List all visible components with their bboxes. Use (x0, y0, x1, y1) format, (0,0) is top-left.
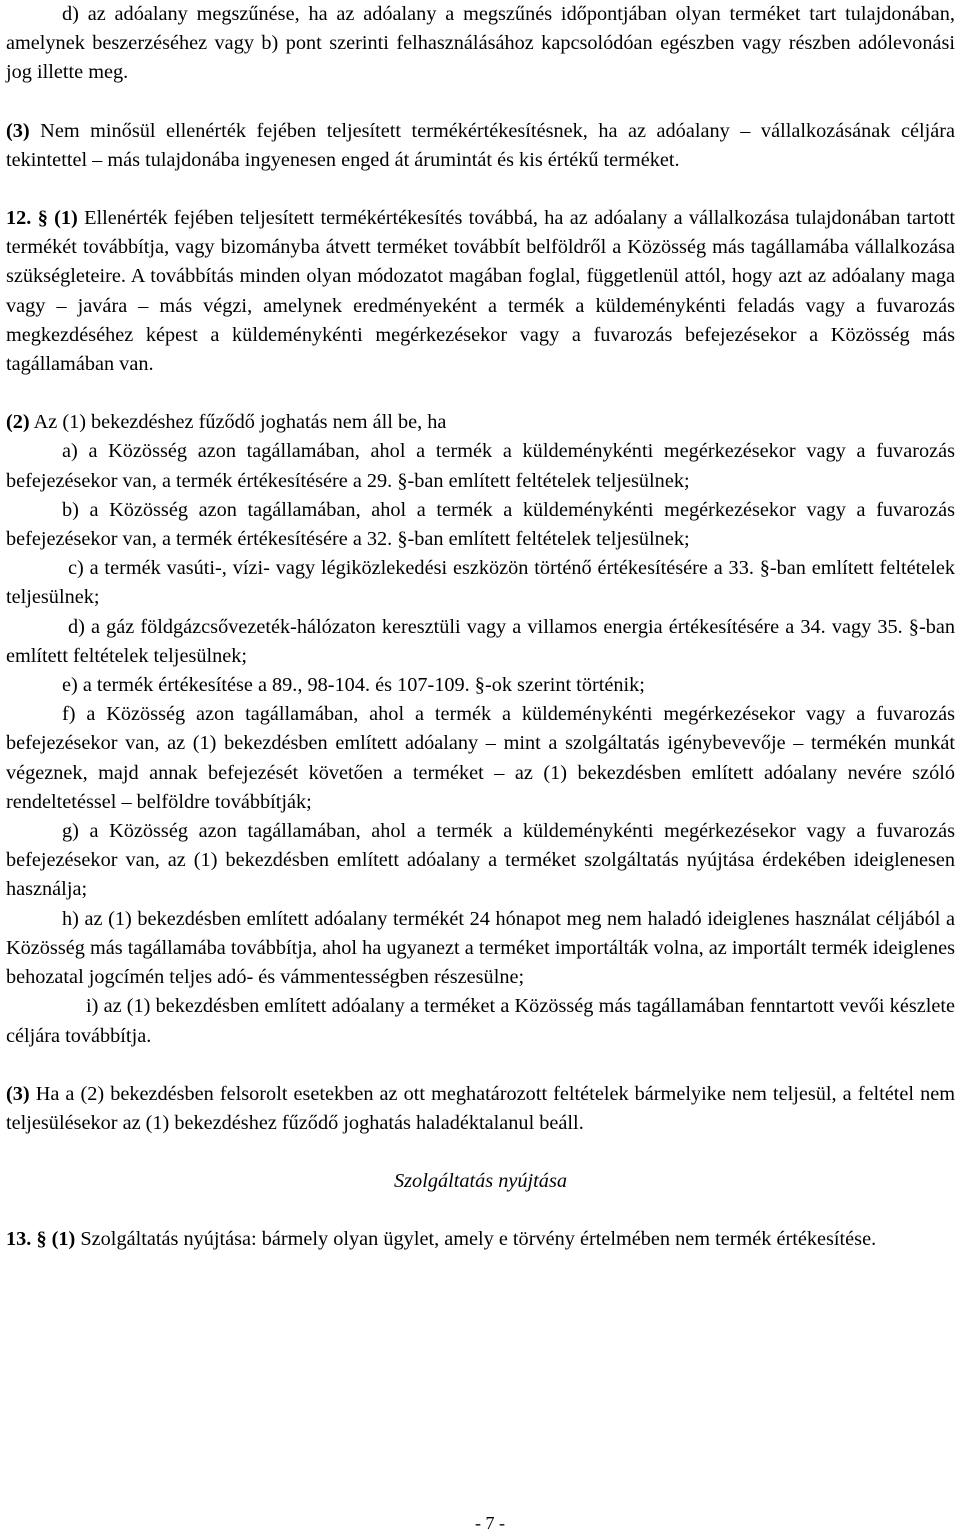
subsection-number: (1) (51, 1228, 76, 1251)
page-footer (0, 1512, 960, 1534)
subsection-number: (3) (6, 119, 30, 142)
paragraph-text: Szolgáltatás nyújtása: bármely olyan ügylet, amely e törvény értelmében nem termék értékesítése. (75, 1228, 877, 1251)
paragraph-12-2 (6, 408, 955, 437)
list-item-g: g) a Közösség azon tagállamában, ahol a termék a küldeménykénti megérkezésekor vagy a fuvarozás befejezésekor van, az (1) bekezdésben említett adóalany a terméket szolgáltatás nyújtása érdekében ideiglenesen használja; (6, 820, 955, 901)
paragraph-12-1 (6, 204, 955, 379)
list-item-c: c) a termék vasúti-, vízi- vagy légiközlekedési eszközön történő értékesítésére a 33. §-ban említett feltételek teljesülnek; (6, 557, 955, 609)
section-heading: Szolgáltatás nyújtása (394, 1170, 567, 1193)
list-item-a: a) a Közösség azon tagállamában, ahol a termék a küldeménykénti megérkezésekor vagy a fuvarozás befejezésekor van, a termék értékesítésére a 29. §-ban említett feltételek teljesülnek; (6, 440, 955, 492)
paragraph-text: Ellenérték fejében teljesített termékértékesítés továbbá, ha az adóalany a vállalkozása tulajdonában tartott termékét továbbítja, vagy bizományba átvett terméket továbbít belföldről a Közösség más tagállamába vállalkozása szükségleteire. A továbbítás minden olyan módozatot magában foglal, függetlenül attól, hogy azt az adóalany maga vagy – javára – más végzi, amelynek eredményeként a termék a küldeménykénti feladás vagy a fuvarozás megkezdéséhez képest a küldeménykénti megérkezésekor vagy a fuvarozás befejezésekor a Közösség más tagállamában van. (6, 207, 955, 376)
document-page (6, 0, 955, 1255)
paragraph-11-1-d-continuation: d) az adóalany megszűnése, ha az adóalany a megszűnés időpontjában olyan terméket tart tulajdonában, amelynek beszerzéséhez vagy b) pont szerinti felhasználásához kapcsolódóan egészben vagy részben adólevonási jog illette meg. (6, 3, 955, 84)
list-item-i: i) az (1) bekezdésben említett adóalany a terméket a Közösség más tagállamában fenntartott vevői készlete céljára továbbítja. (6, 995, 955, 1047)
list-item-b: b) a Közösség azon tagállamában, ahol a termék a küldeménykénti megérkezésekor vagy a fuvarozás befejezésekor van, a termék értékesítésére a 32. §-ban említett feltételek teljesülnek; (6, 498, 955, 551)
page-number: - 7 - (475, 1513, 505, 1533)
section-number: 12. (6, 207, 32, 230)
list-item-d: d) a gáz földgázcsővezeték-hálózaton keresztüli vagy a villamos energia értékesítésére a 34. vagy 35. §-ban említett feltételek teljesülnek; (6, 615, 955, 667)
list-item-h: h) az (1) bekezdésben említett adóalany termékét 24 hónapot meg nem haladó ideiglenes használat céljából a Közösség más tagállamába továbbítja, ahol ha ugyanezt a terméket importálták volna, az importált termék ideiglenes behozatal jogcímén teljes adó- és vámmentességben részesülne; (6, 907, 955, 989)
item-list (6, 437, 955, 1050)
list-item-e: e) a termék értékesítése a 89., 98-104. és 107-109. §-ok szerint történik; (62, 674, 645, 697)
paragraph-11-3 (6, 117, 955, 175)
subsection-number: (1) (54, 207, 78, 230)
paragraph-13-1 (6, 1225, 955, 1254)
paragraph-12-3 (6, 1080, 955, 1138)
paragraph-text: Ha a (2) bekezdésben felsorolt esetekben az ott meghatározott feltételek bármelyike nem teljesül, a feltétel nem teljesülésekor az (1) bekezdéshez fűződő joghatás haladéktalanul beáll. (6, 1082, 955, 1134)
section-number: 13. (6, 1228, 32, 1251)
list-item-f: f) a Közösség azon tagállamában, ahol a termék a küldeménykénti megérkezésekor vagy a fuvarozás befejezésekor van, az (1) bekezdésben említett adóalany – mint a szolgáltatás igénybevevője – termékén munkát végeznek, majd annak befejezését követően a terméket – az (1) bekezdésben említett adóalany nevére szóló rendeltetéssel – belföldre továbbítják; (6, 703, 955, 813)
paragraph-text: Az (1) bekezdéshez fűződő joghatás nem áll be, ha (29, 411, 447, 434)
section-symbol: § (36, 1228, 47, 1251)
paragraph-text: Nem minősül ellenérték fejében teljesített termékértékesítésnek, ha az adóalany – vállalkozásának céljára tekintettel – más tulajdonába ingyenesen enged át árumintát és kis értékű terméket. (6, 119, 955, 171)
section-symbol: § (37, 207, 48, 230)
subsection-number: (3) (6, 1082, 30, 1105)
subsection-number: (2) (6, 411, 30, 434)
